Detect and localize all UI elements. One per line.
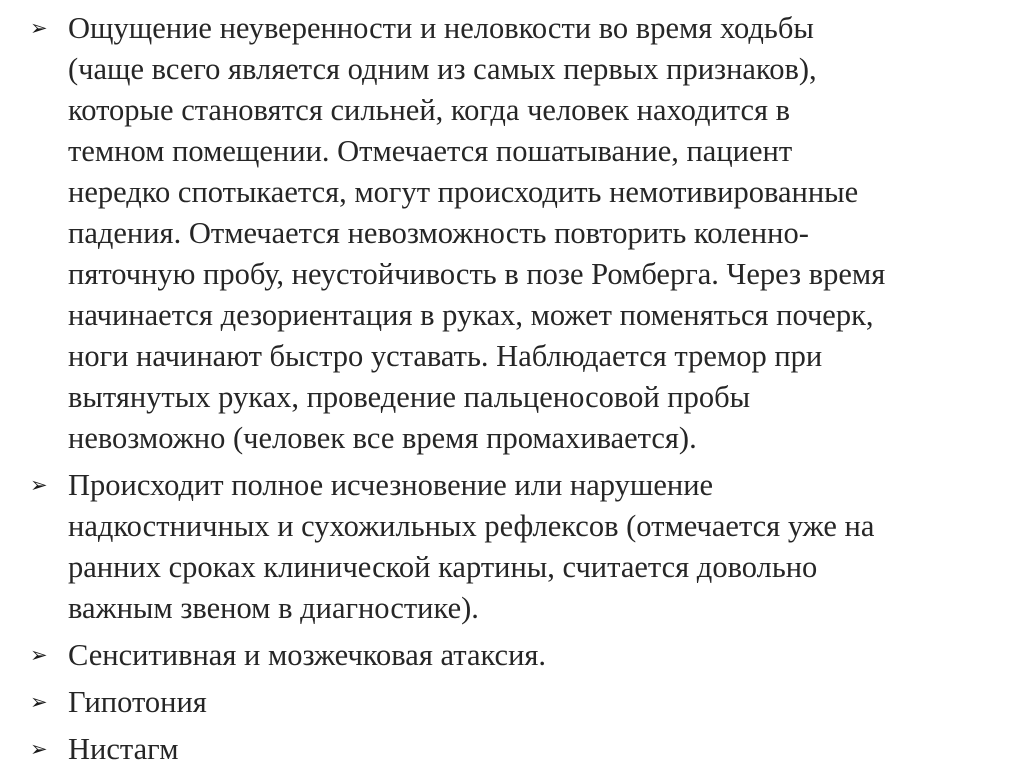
arrow-bullet-icon: ➢ xyxy=(30,737,48,761)
bullet-text xyxy=(68,8,1005,459)
text-line: которые становятся сильней, когда человек находится в xyxy=(68,93,791,127)
text-line: важным звеном в диагностике). xyxy=(68,591,479,625)
text-line: Гипотония xyxy=(68,685,207,719)
text-line: темном помещении. Отмечается пошатывание, пациент xyxy=(68,134,793,168)
text-line: начинается дезориентация в руках, может поменяться почерк, xyxy=(68,298,874,332)
text-line: Ощущение неуверенности и неловкости во время ходьбы xyxy=(68,11,814,45)
bullet-item xyxy=(30,729,1005,767)
bullet-text xyxy=(68,682,1005,723)
bullet-text xyxy=(68,635,1005,676)
text-line: падения. Отмечается невозможность повторить коленно- xyxy=(68,216,809,250)
text-line: нередко спотыкается, могут происходить немотивированные xyxy=(68,175,859,209)
bullet-text xyxy=(68,729,1005,767)
arrow-bullet-icon: ➢ xyxy=(30,16,48,40)
text-line: Сенситивная и мозжечковая атаксия. xyxy=(68,638,547,672)
text-line: ноги начинают быстро уставать. Наблюдается тремор при xyxy=(68,339,823,373)
text-line: Нистагм xyxy=(68,732,179,766)
bullet-item xyxy=(30,635,1005,676)
bullet-item xyxy=(30,8,1005,459)
bullet-item xyxy=(30,465,1005,629)
text-line: пяточную пробу, неустойчивость в позе Ромберга. Через время xyxy=(68,257,886,291)
arrow-bullet-icon: ➢ xyxy=(30,643,48,667)
arrow-bullet-icon: ➢ xyxy=(30,690,48,714)
text-line: невозможно (человек все время промахивается). xyxy=(68,421,697,455)
text-line: (чаще всего является одним из самых первых признаков), xyxy=(68,52,817,86)
bullet-text xyxy=(68,465,1005,629)
text-line: Происходит полное исчезновение или нарушение xyxy=(68,468,714,502)
text-line: вытянутых руках, проведение пальценосовой пробы xyxy=(68,380,751,414)
bullet-list xyxy=(30,8,1005,767)
text-line: надкостничных и сухожильных рефлексов (отмечается уже на xyxy=(68,509,875,543)
arrow-bullet-icon: ➢ xyxy=(30,473,48,497)
text-line: ранних сроках клинической картины, считается довольно xyxy=(68,550,818,584)
bullet-item xyxy=(30,682,1005,723)
